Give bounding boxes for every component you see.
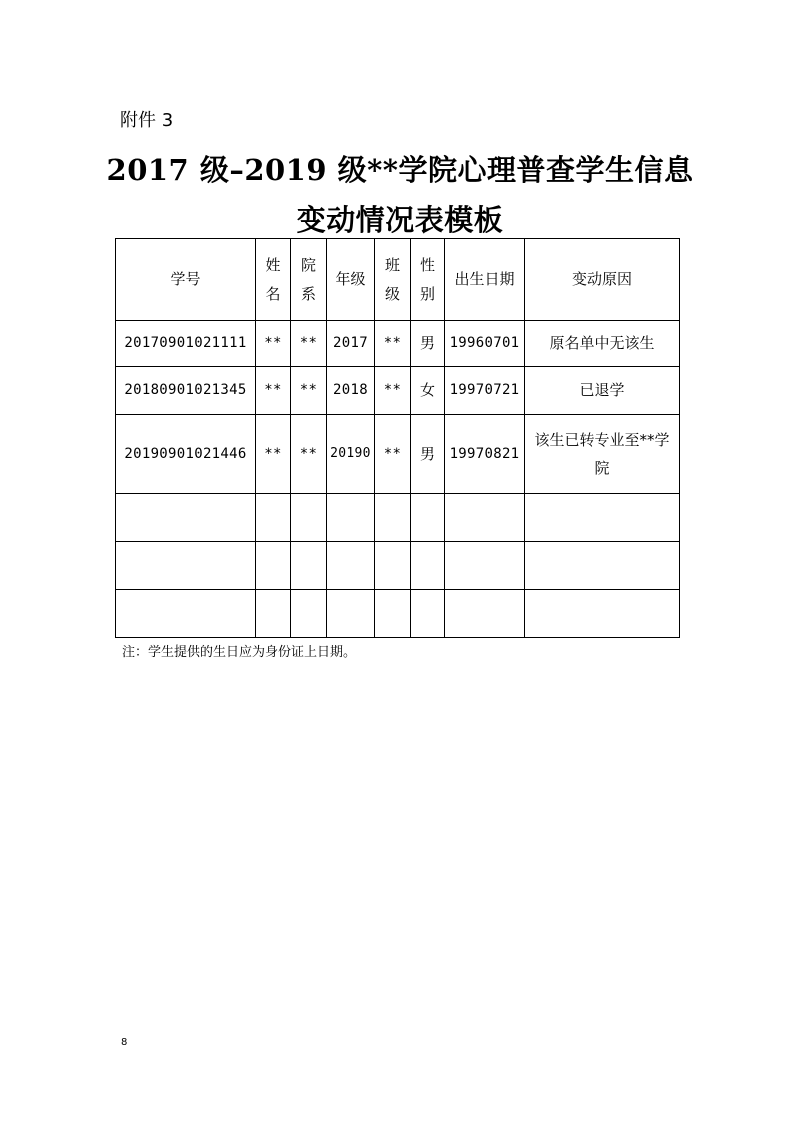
table-row	[116, 321, 680, 367]
header-class: 班级	[375, 239, 411, 321]
cell-student-id: 20170901021111	[116, 321, 256, 367]
cell-birthdate: 19970721	[445, 367, 525, 415]
cell-college: **	[291, 367, 327, 415]
header-student-id: 学号	[116, 239, 256, 321]
cell-name: **	[256, 367, 291, 415]
document-title-line-1: 2017 级–2019 级**学院心理普查学生信息	[106, 153, 694, 187]
cell-name: **	[256, 321, 291, 367]
table-row	[116, 415, 680, 494]
footnote: 注：学生提供的生日应为身份证上日期。	[122, 645, 357, 660]
cell-gender: 女	[411, 367, 445, 415]
cell-reason: 已退学	[525, 367, 680, 415]
cell-college: **	[291, 415, 327, 494]
cell-student-id: 20190901021446	[116, 415, 256, 494]
empty-table-row	[116, 494, 680, 542]
cell-grade: 2018	[327, 367, 375, 415]
header-college: 院系	[291, 239, 327, 321]
cell-name: **	[256, 415, 291, 494]
header-name: 姓名	[256, 239, 291, 321]
empty-table-row	[116, 590, 680, 638]
header-birthdate: 出生日期	[445, 239, 525, 321]
empty-table-row	[116, 542, 680, 590]
header-grade: 年级	[327, 239, 375, 321]
cell-birthdate: 19960701	[445, 321, 525, 367]
cell-class: **	[375, 415, 411, 494]
cell-class: **	[375, 321, 411, 367]
document-title-line-2: 变动情况表模板	[296, 203, 504, 237]
cell-student-id: 20180901021345	[116, 367, 256, 415]
attachment-label: 附件 3	[120, 110, 174, 131]
cell-college: **	[291, 321, 327, 367]
cell-gender: 男	[411, 321, 445, 367]
cell-gender: 男	[411, 415, 445, 494]
page-number: 8	[121, 1037, 128, 1048]
cell-grade: 2017	[327, 321, 375, 367]
cell-reason: 该生已转专业至**学院	[525, 415, 680, 494]
cell-birthdate: 19970821	[445, 415, 525, 494]
student-change-table	[115, 238, 680, 638]
cell-class: **	[375, 367, 411, 415]
header-reason: 变动原因	[525, 239, 680, 321]
header-gender: 性别	[411, 239, 445, 321]
table-header-row	[116, 239, 680, 321]
cell-reason: 原名单中无该生	[525, 321, 680, 367]
cell-grade: 20190	[327, 415, 375, 494]
table-row	[116, 367, 680, 415]
